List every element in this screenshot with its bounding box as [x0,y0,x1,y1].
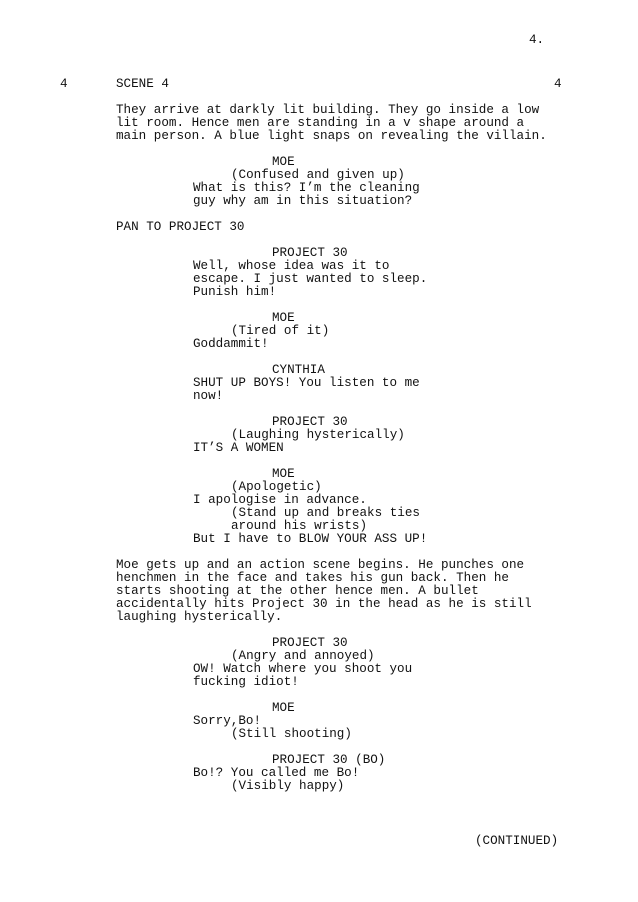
action-line: Moe gets up and an action scene begins. He punches one [116,558,525,572]
action-line: PAN TO PROJECT 30 [116,220,245,234]
parenthetical-line: (Apologetic) [231,480,322,494]
dialogue-line: Goddammit! [193,337,269,351]
action-line: starts shooting at the other hence men. A bullet [116,584,479,598]
character-name: PROJECT 30 [272,246,348,260]
action-line: They arrive at darkly lit building. They go inside a low [116,103,540,117]
dialogue-line: SHUT UP BOYS! You listen to me [193,376,420,390]
parenthetical-line: (Visibly happy) [231,779,345,793]
parenthetical-line: (Stand up and breaks ties [231,506,420,520]
scene-heading: SCENE 4 [116,77,169,91]
character-name: MOE [272,311,295,325]
action-line: main person. A blue light snaps on revealing the villain. [116,129,547,143]
dialogue-line: guy why am in this situation? [193,194,413,208]
character-name: MOE [272,467,295,481]
scene-number-left: 4 [60,77,68,91]
action-line: laughing hysterically. [116,610,283,624]
dialogue-line: I apologise in advance. [193,493,367,507]
parenthetical-line: around his wrists) [231,519,368,533]
parenthetical-line: (Tired of it) [231,324,330,338]
dialogue-line: OW! Watch where you shoot you [193,662,413,676]
character-name: CYNTHIA [272,363,325,377]
dialogue-line: Sorry,Bo! [193,714,262,728]
character-name: PROJECT 30 (BO) [272,753,386,767]
dialogue-line: Well, whose idea was it to [193,259,390,273]
parenthetical-line: (Angry and annoyed) [231,649,375,663]
parenthetical-line: (Still shooting) [231,727,352,741]
character-name: MOE [272,701,295,715]
continued-label: (CONTINUED) [475,834,559,848]
character-name: PROJECT 30 [272,415,348,429]
dialogue-line: Punish him! [193,285,277,299]
dialogue-line: escape. I just wanted to sleep. [193,272,428,286]
dialogue-line: But I have to BLOW YOUR ASS UP! [193,532,428,546]
dialogue-line: Bo!? You called me Bo! [193,766,360,780]
page-number: 4. [529,33,545,47]
action-line: accidentally hits Project 30 in the head as he is still [116,597,532,611]
dialogue-line: IT’S A WOMEN [193,441,284,455]
parenthetical-line: (Confused and given up) [231,168,405,182]
character-name: PROJECT 30 [272,636,348,650]
character-name: MOE [272,155,295,169]
action-line: lit room. Hence men are standing in a v shape around a [116,116,525,130]
dialogue-line: What is this? I’m the cleaning [193,181,420,195]
action-line: henchmen in the face and takes his gun back. Then he [116,571,509,585]
parenthetical-line: (Laughing hysterically) [231,428,405,442]
dialogue-line: fucking idiot! [193,675,299,689]
scene-number-right: 4 [554,77,562,91]
dialogue-line: now! [193,389,224,403]
